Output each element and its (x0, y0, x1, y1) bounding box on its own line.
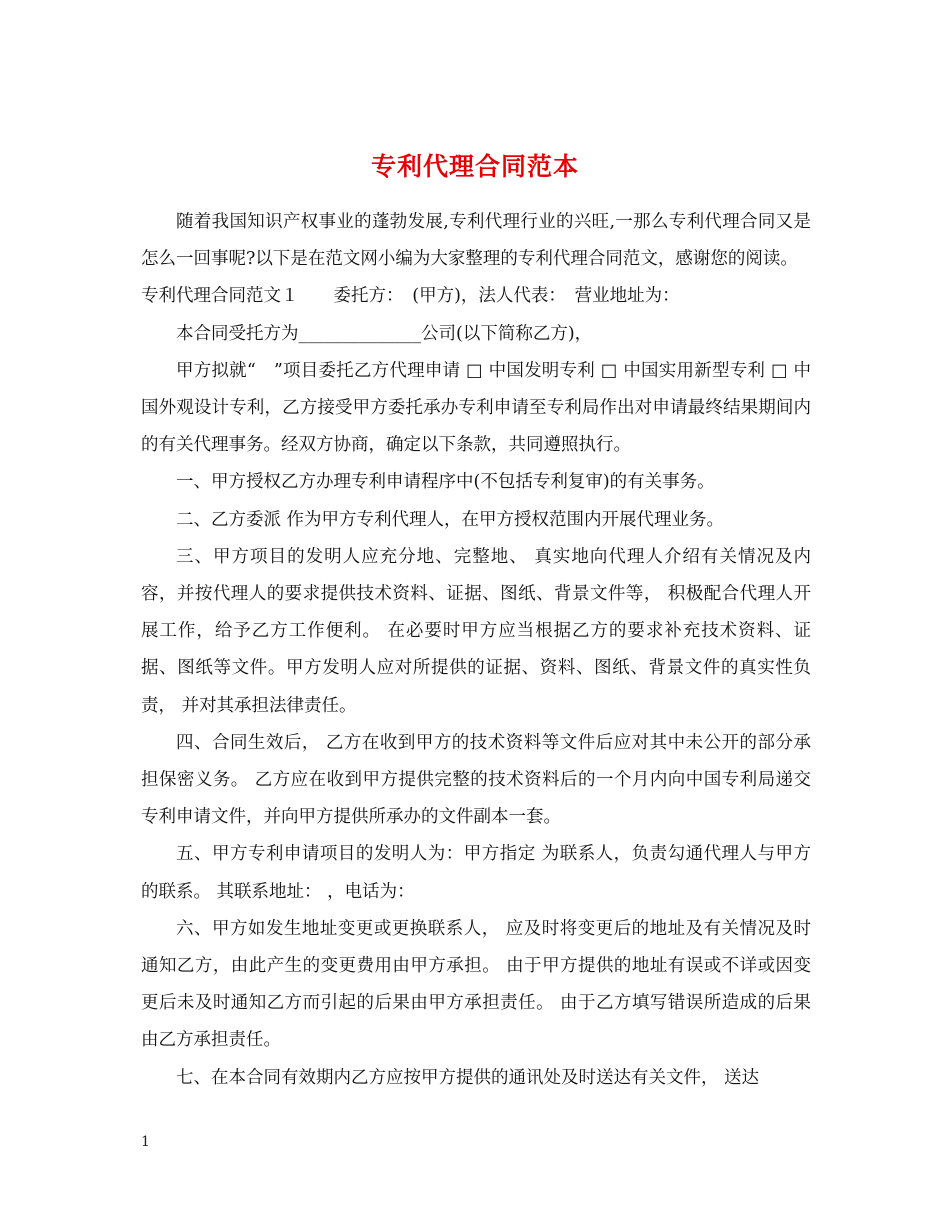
document-body (141, 204, 811, 1097)
clause-6: 六、甲方如发生地址变更或更换联系人， 应及时将变更后的地址及有关情况及时通知乙方，由此产生的变更费用由甲方承担。 由于甲方提供的地址有误或不详或因变更后未及时通知乙方而引起的后果由甲方承担责任。 由于乙方填写错误所造成的后果由乙方承担责任。 (141, 918, 811, 1051)
clause-4: 四、合同生效后， 乙方在收到甲方的技术资料等文件后应对其中未公开的部分承担保密义务。 乙方应在收到甲方提供完整的技术资料后的一个月内向中国专利局递交专利申请文件，并向甲方提供所承办的文件副本一套。 (141, 732, 811, 828)
page-number: 1 (141, 1134, 150, 1150)
paragraph-intro: 随着我国知识产权事业的蓬勃发展,专利代理行业的兴旺,一那么专利代理合同又是怎么一回事呢?以下是在范文网小编为大家整理的专利代理合同范文，感谢您的阅读。 (141, 212, 811, 270)
document-title: 专利代理合同范本 (370, 151, 579, 181)
paragraph-parties: 专利代理合同范文１ 委托方： (甲方)，法人代表： 营业地址为： (141, 286, 680, 307)
clause-5: 五、甲方专利申请项目的发明人为：甲方指定 为联系人，负责勾通代理人与甲方的联系。 其联系地址： ，电话为： (141, 844, 811, 902)
clause-7: 七、在本合同有效期内乙方应按甲方提供的通讯处及时送达有关文件， 送达 (176, 1067, 760, 1088)
paragraph-trustee: 本合同受托方为______________公司(以下简称乙方)， (176, 323, 593, 344)
paragraph-scope: 甲方拟就“ ”项目委托乙方代理申请 □ 中国发明专利 □ 中国实用新型专利 □ 中国外观设计专利，乙方接受甲方委托承办专利申请至专利局作出对申请最终结果期间内的有关代理事务。经双方协商，确定以下条款，共同遵照执行。 (141, 360, 811, 456)
clause-2: 二、乙方委派 作为甲方专利代理人，在甲方授权范围内开展代理业务。 (176, 509, 725, 530)
clause-3: 三、甲方项目的发明人应充分地、完整地、 真实地向代理人介绍有关情况及内容，并按代理人的要求提供技术资料、证据、图纸、背景文件等， 积极配合代理人开展工作，给予乙方工作便利。 在必要时甲方应当根据乙方的要求补充技术资料、证据、图纸等文件。甲方发明人应对所提供的证据、资料、图纸、背景文件的真实性负责， 并对其承担法律责任。 (141, 546, 811, 716)
clause-1: 一、甲方授权乙方办理专利申请程序中(不包括专利复审)的有关事务。 (176, 472, 715, 493)
